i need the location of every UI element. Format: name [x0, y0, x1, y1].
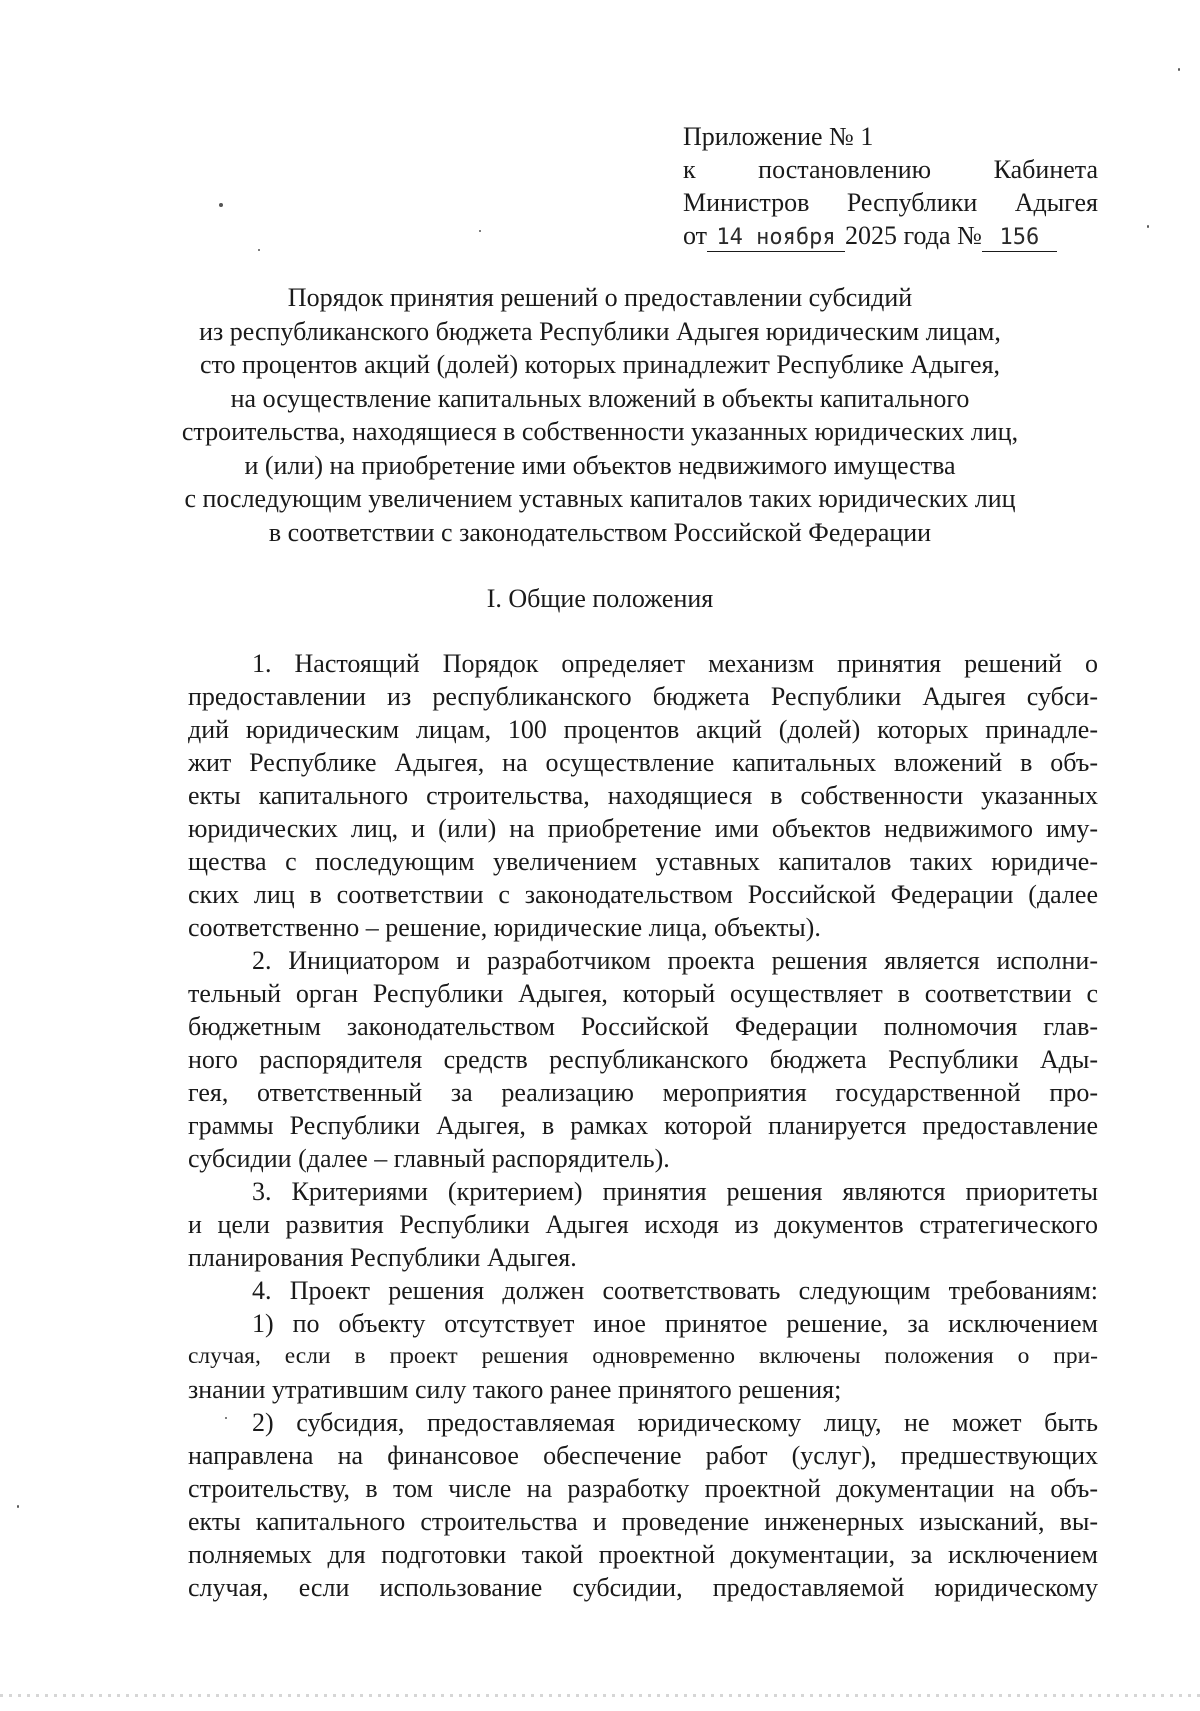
approval-block: [683, 120, 1098, 252]
text-line: тельный орган Республики Адыгея, который осуществляет в соответствии с: [188, 979, 1098, 1008]
paragraph-1: [188, 647, 1098, 944]
approval-line-resolution: [683, 153, 1098, 186]
text-line: ного распорядителя средств республиканского бюджета Республики Ады-: [188, 1045, 1098, 1074]
text-line: бюджетным законодательством Российской Федерации полномочия глав-: [188, 1012, 1098, 1041]
approval-word: Министров: [683, 188, 810, 217]
appendix-label: Приложение № 1: [683, 122, 874, 151]
paragraph-2: [188, 944, 1098, 1175]
text-line: щества с последующим увеличением уставных капиталов таких юридиче-: [188, 847, 1098, 876]
date-suffix: 2025 года №: [845, 221, 982, 250]
paragraph-4: [188, 1274, 1098, 1307]
text-line: 2) субсидия, предоставляемая юридическому лицу, не может быть: [252, 1408, 1098, 1437]
text-line: соответственно – решение, юридические лица, объекты).: [188, 913, 821, 942]
approval-word: Кабинета: [993, 155, 1098, 184]
title-line: на осуществление капитальных вложений в объекты капитального: [230, 383, 970, 413]
approval-line-ministers: [683, 186, 1098, 219]
text-line: 2. Инициатором и разработчиком проекта решения является исполни-: [252, 946, 1098, 975]
approval-word: Адыгея: [1014, 188, 1098, 217]
text-line: екты капитального строительства, находящиеся в собственности указанных: [188, 781, 1098, 810]
text-line: случая, если использование субсидии, предоставляемой юридическому: [188, 1573, 1098, 1602]
approval-word: к: [683, 155, 696, 184]
text-line: полняемых для подготовки такой проектной документации, за исключением: [188, 1540, 1098, 1569]
text-line: 1) по объекту отсутствует иное принятое решение, за исключением: [252, 1309, 1098, 1338]
text-line: жит Республике Адыгея, на осуществление капитальных вложений в объ-: [188, 748, 1098, 777]
text-line: направлена на финансовое обеспечение работ (услуг), предшествующих: [188, 1441, 1098, 1470]
approval-word: Республики: [846, 188, 978, 217]
text-line: 3. Критериями (критерием) принятия решения являются приоритеты: [252, 1177, 1098, 1206]
paragraph-3: [188, 1175, 1098, 1274]
date-handwritten-field: 14 ноября: [707, 225, 845, 252]
scan-speck: [1178, 68, 1180, 71]
scan-speck: [17, 1505, 19, 1508]
text-line: и цели развития Республики Адыгея исходя из документов стратегического: [188, 1210, 1098, 1239]
text-line: случая, если в проект решения одновременно включены положения о при-: [188, 1343, 1098, 1369]
text-line: субсидии (далее – главный распорядитель).: [188, 1144, 670, 1173]
text-line: планирования Республики Адыгея.: [188, 1243, 577, 1272]
text-line: гея, ответственный за реализацию мероприятия государственной про-: [188, 1078, 1098, 1107]
title-line: и (или) на приобретение ими объектов недвижимого имущества: [244, 450, 956, 480]
text-line: 4. Проект решения должен соответствовать следующим требованиям:: [252, 1276, 1098, 1305]
title-line: Порядок принятия решений о предоставлении субсидий: [287, 283, 913, 312]
text-line: знании утратившим силу такого ранее принятого решения;: [188, 1375, 842, 1404]
title-line: в соответствии с законодательством Российской Федерации: [268, 517, 932, 547]
text-line: дий юридическим лицам, 100 процентов акций (долей) которых принадле-: [188, 715, 1098, 744]
document-body: [188, 647, 1098, 1604]
text-line: юридических лиц, и (или) на приобретение ими объектов недвижимого иму-: [188, 814, 1098, 843]
number-handwritten-field: 156: [982, 225, 1057, 252]
scan-speck: [258, 249, 260, 251]
text-line: предоставлении из республиканского бюджета Республики Адыгея субси-: [188, 682, 1098, 711]
text-line: екты капитального строительства и проведение инженерных изысканий, вы-: [188, 1507, 1098, 1536]
date-prefix: от: [683, 221, 708, 250]
document-title: [150, 281, 1050, 549]
scan-speck: [219, 203, 223, 207]
scan-speck: [479, 230, 481, 232]
approval-line-date: [683, 219, 1098, 252]
title-line: строительства, находящиеся в собственности указанных юридических лиц,: [181, 417, 1019, 446]
section-heading: I. Общие положения: [486, 584, 714, 613]
title-line: с последующим увеличением уставных капиталов таких юридических лиц: [184, 484, 1016, 513]
subparagraph-2: [188, 1406, 1098, 1604]
text-line: ских лиц в соответствии с законодательством Российской Федерации (далее: [188, 880, 1098, 909]
title-line: из республиканского бюджета Республики Адыгея юридическим лицам,: [199, 316, 1001, 346]
text-line: граммы Республики Адыгея, в рамках которой планируется предоставление: [188, 1111, 1098, 1140]
scan-edge-noise: [0, 1694, 1200, 1697]
scan-speck: [1147, 225, 1149, 228]
approval-word: постановлению: [758, 155, 932, 184]
text-line: 1. Настоящий Порядок определяет механизм принятия решений о: [252, 649, 1098, 678]
title-line: сто процентов акций (долей) которых принадлежит Республике Адыгея,: [199, 350, 1001, 379]
text-line: строительству, в том числе на разработку проектной документации на объ-: [188, 1474, 1098, 1503]
subparagraph-1: [188, 1307, 1098, 1406]
